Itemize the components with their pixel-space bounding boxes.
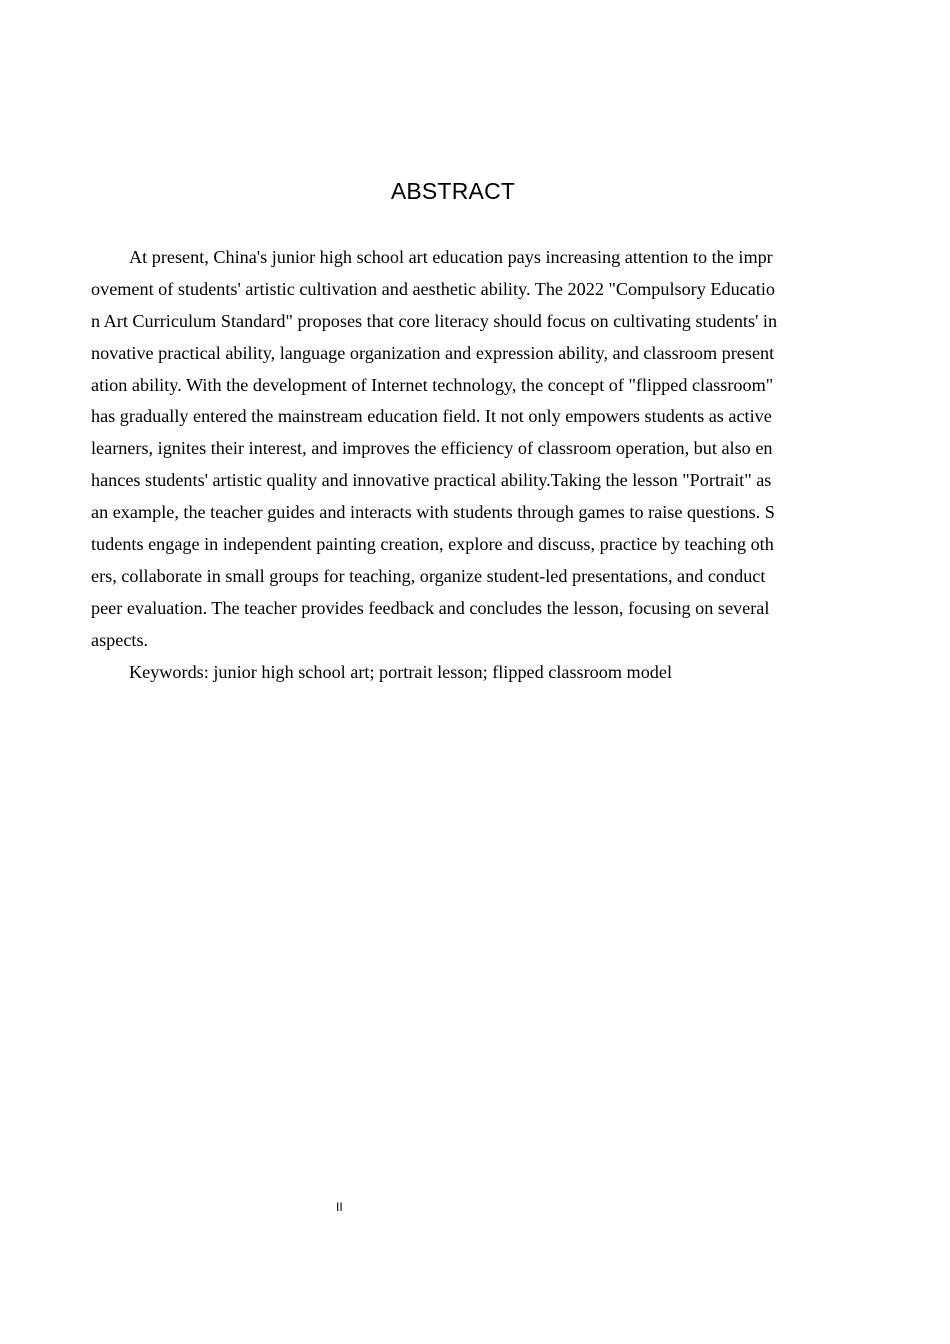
abstract-line: aspects. [91,629,149,650]
abstract-line: tudents engage in independent painting creation, explore and discuss, practice by teaching oth [91,534,774,555]
abstract-line: At present, China's junior high school art education pays increasing attention to the impr [129,247,773,267]
abstract-body [91,242,817,688]
abstract-line: ovement of students' artistic cultivation and aesthetic ability. The 2022 "Compulsory Educatio [91,278,776,299]
abstract-heading: ABSTRACT [390,178,516,204]
abstract-line: has gradually entered the mainstream education field. It not only empowers students as active [91,406,772,427]
abstract-line: peer evaluation. The teacher provides feedback and concludes the lesson, focusing on several [91,597,770,618]
page-number: II [336,1200,343,1214]
abstract-line: ers, collaborate in small groups for teaching, organize student-led presentations, and conduct [91,565,766,586]
abstract-line: ation ability. With the development of Internet technology, the concept of "flipped classroom" [91,374,774,395]
abstract-line: novative practical ability, language organization and expression ability, and classroom present [91,342,775,363]
abstract-line: n Art Curriculum Standard" proposes that core literacy should focus on cultivating students' in [91,310,778,331]
abstract-line: an example, the teacher guides and interacts with students through games to raise questions. S [91,502,775,523]
abstract-line: hances students' artistic quality and innovative practical ability.Taking the lesson "Portrait" as [91,470,772,491]
abstract-line: learners, ignites their interest, and improves the efficiency of classroom operation, but also en [91,438,773,459]
keywords-line: Keywords: junior high school art; portrait lesson; flipped classroom model [129,661,673,682]
